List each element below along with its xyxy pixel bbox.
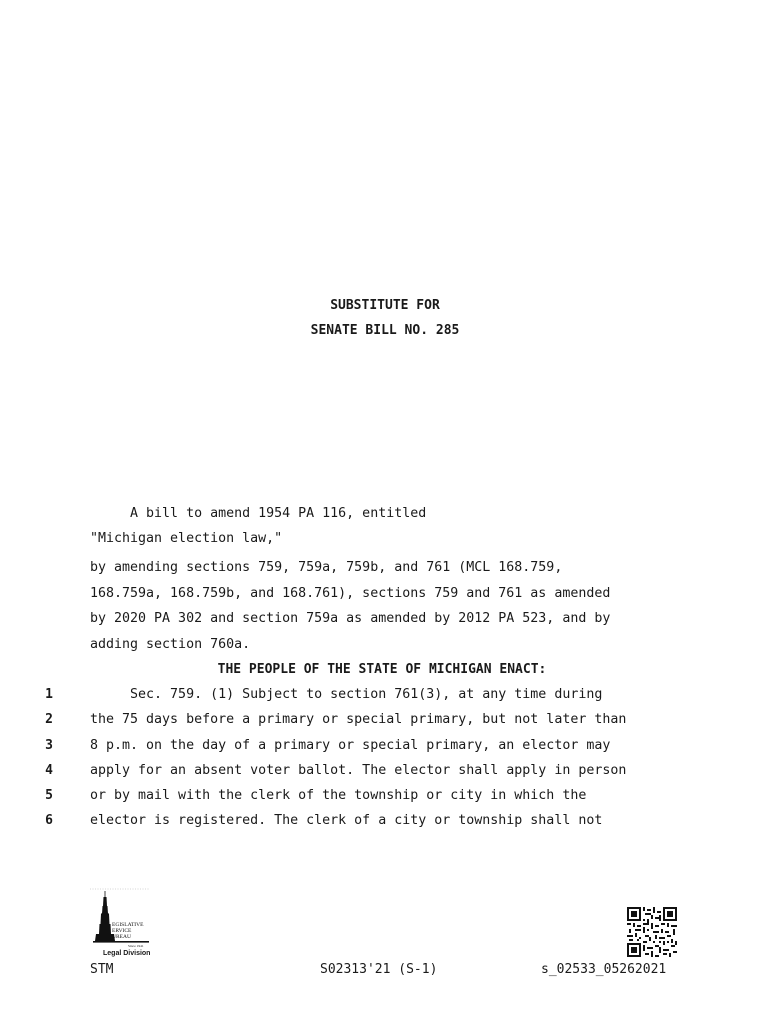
svg-text:EGISLATIVE: EGISLATIVE [112, 922, 144, 928]
body-line: the 75 days before a primary or special primary, but not later than [90, 712, 627, 727]
line-number: 4 [45, 763, 53, 778]
line-number: 1 [45, 687, 53, 702]
intro-line: by amending sections 759, 759a, 759b, and 761 (MCL 168.759, [90, 560, 563, 575]
intro-line: adding section 760a. [90, 637, 251, 652]
svg-text:UREAU: UREAU [112, 934, 131, 940]
heading-substitute: SUBSTITUTE FOR [330, 298, 440, 313]
footer-drafter-initials: STM [90, 962, 114, 977]
enacting-clause: THE PEOPLE OF THE STATE OF MICHIGAN ENACT: [217, 662, 547, 677]
body-line: elector is registered. The clerk of a city or township shall not [90, 813, 603, 828]
line-number: 5 [45, 788, 53, 803]
logo-caption: Legal Division [103, 950, 151, 957]
intro-line: A bill to amend 1954 PA 116, entitled [90, 506, 427, 521]
body-line: 8 p.m. on the day of a primary or special primary, an elector may [90, 738, 611, 753]
svg-text:ERVICE: ERVICE [112, 928, 132, 934]
intro-line: 168.759a, 168.759b, and 168.761), sections 759 and 761 as amended [90, 586, 611, 601]
body-line: or by mail with the clerk of the township or city in which the [90, 788, 587, 803]
line-number: 2 [45, 712, 53, 727]
footer-file-id: s_02533_05262021 [541, 962, 667, 977]
intro-line: "Michigan election law," [90, 531, 283, 546]
line-number: 3 [45, 738, 53, 753]
qr-code-icon [627, 907, 677, 957]
intro-line: by 2020 PA 302 and section 759a as amended by 2012 PA 523, and by [90, 611, 611, 626]
body-line: Sec. 759. (1) Subject to section 761(3), at any time during [90, 687, 603, 702]
capitol-dome-icon [90, 888, 152, 950]
body-line: apply for an absent voter ballot. The elector shall apply in person [90, 763, 627, 778]
footer-bill-code: S02313'21 (S-1) [320, 962, 438, 977]
lsb-logo [90, 888, 152, 960]
line-number: 6 [45, 813, 53, 828]
heading-bill-number: SENATE BILL NO. 285 [310, 323, 460, 338]
svg-text:Since 1941: Since 1941 [128, 944, 144, 948]
